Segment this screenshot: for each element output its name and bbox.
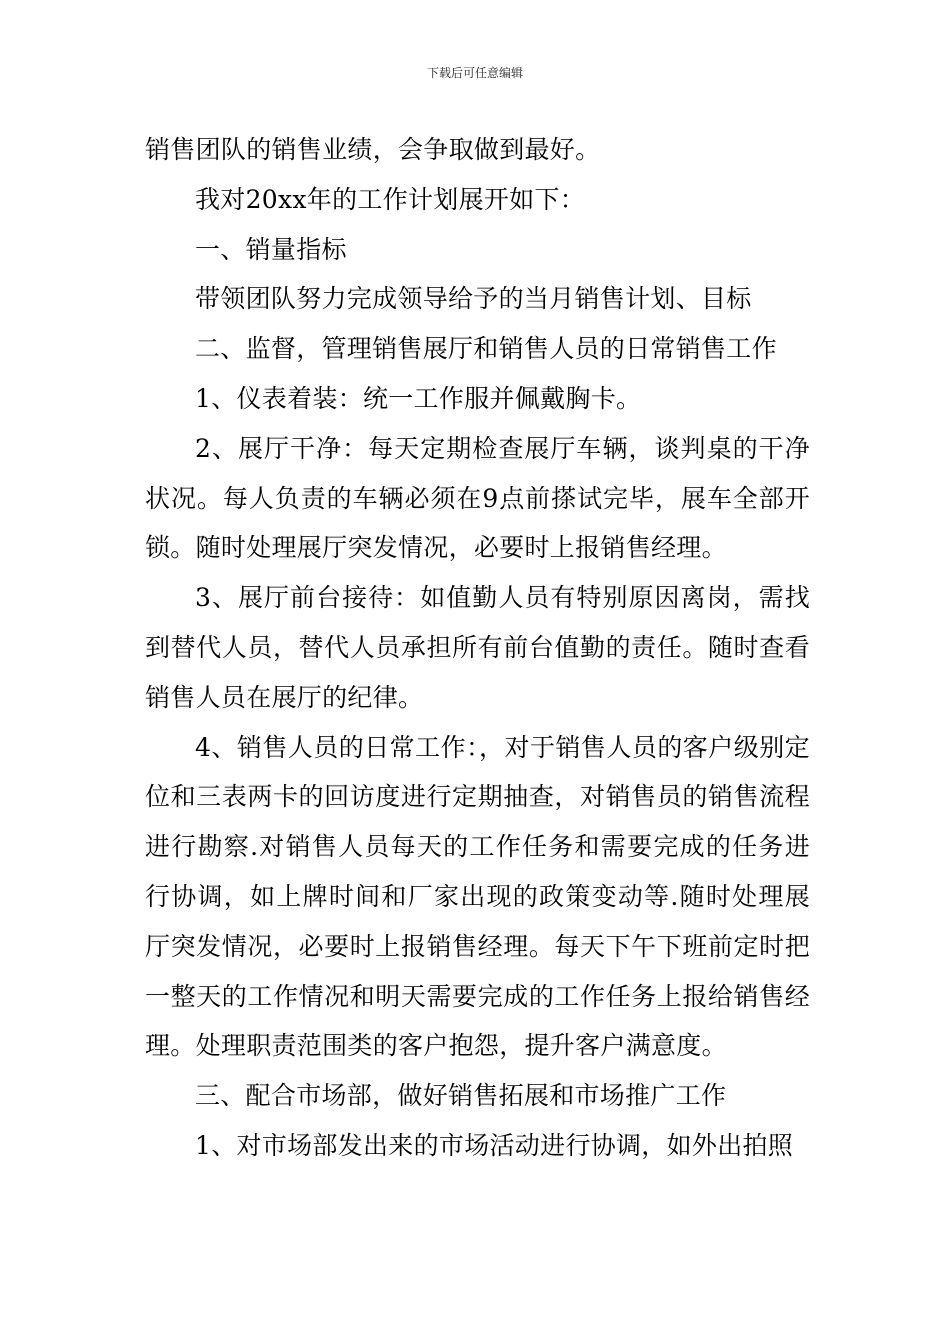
section-heading-supervision: 二、监督，管理销售展厅和销售人员的日常销售工作: [195, 334, 777, 364]
paragraph-marketing-activities: 1、对市场部发出来的市场活动进行协调，如外出拍照: [195, 1130, 794, 1160]
section-heading-sales-target: 一、销量指标: [195, 234, 347, 264]
paragraph-plan-intro: 我对20xx年的工作计划展开如下：: [195, 184, 586, 214]
paragraph-daily-work: 4、销售人员的日常工作：，对于销售人员的客户级别定位和三表两卡的回访度进行定期抽查，对销售员的销售流程进行勘察.对销售人员每天的工作任务和需要完成的任务进行协调，如上牌时间和厂家出现的政策变动等.随时处理展厅突发情况，必要时上报销售经理。每天下午下班前定时把一整天的工作情况和明天需要完成的工作任务上报给销售经理。处理职责范围类的客户抱怨，提升客户满意度。: [145, 732, 810, 1061]
page-header: 下载后可任意编辑: [426, 66, 523, 80]
paragraph-showroom-clean: 2、展厅干净：每天定期检查展厅车辆，谈判桌的干净状况。每人负责的车辆必须在9点前搽试完毕，展车全部开锁。随时处理展厅突发情况，必要时上报销售经理。: [145, 433, 810, 563]
paragraph-continuation: 销售团队的销售业绩，会争取做到最好。: [145, 135, 601, 164]
paragraph-dress-code: 1、仪表着装：统一工作服并佩戴胸卡。: [195, 383, 642, 413]
paragraph-sales-target: 带领团队努力完成领导给予的当月销售计划、目标: [195, 284, 752, 314]
section-heading-marketing: 三、配合市场部，做好销售拓展和市场推广工作: [195, 1081, 727, 1111]
paragraph-front-desk: 3、展厅前台接待：如值勤人员有特别原因离岗，需找到替代人员，替代人员承担所有前台值勤的责任。随时查看销售人员在展厅的纪律。: [145, 583, 810, 712]
document-body: [145, 125, 810, 1171]
